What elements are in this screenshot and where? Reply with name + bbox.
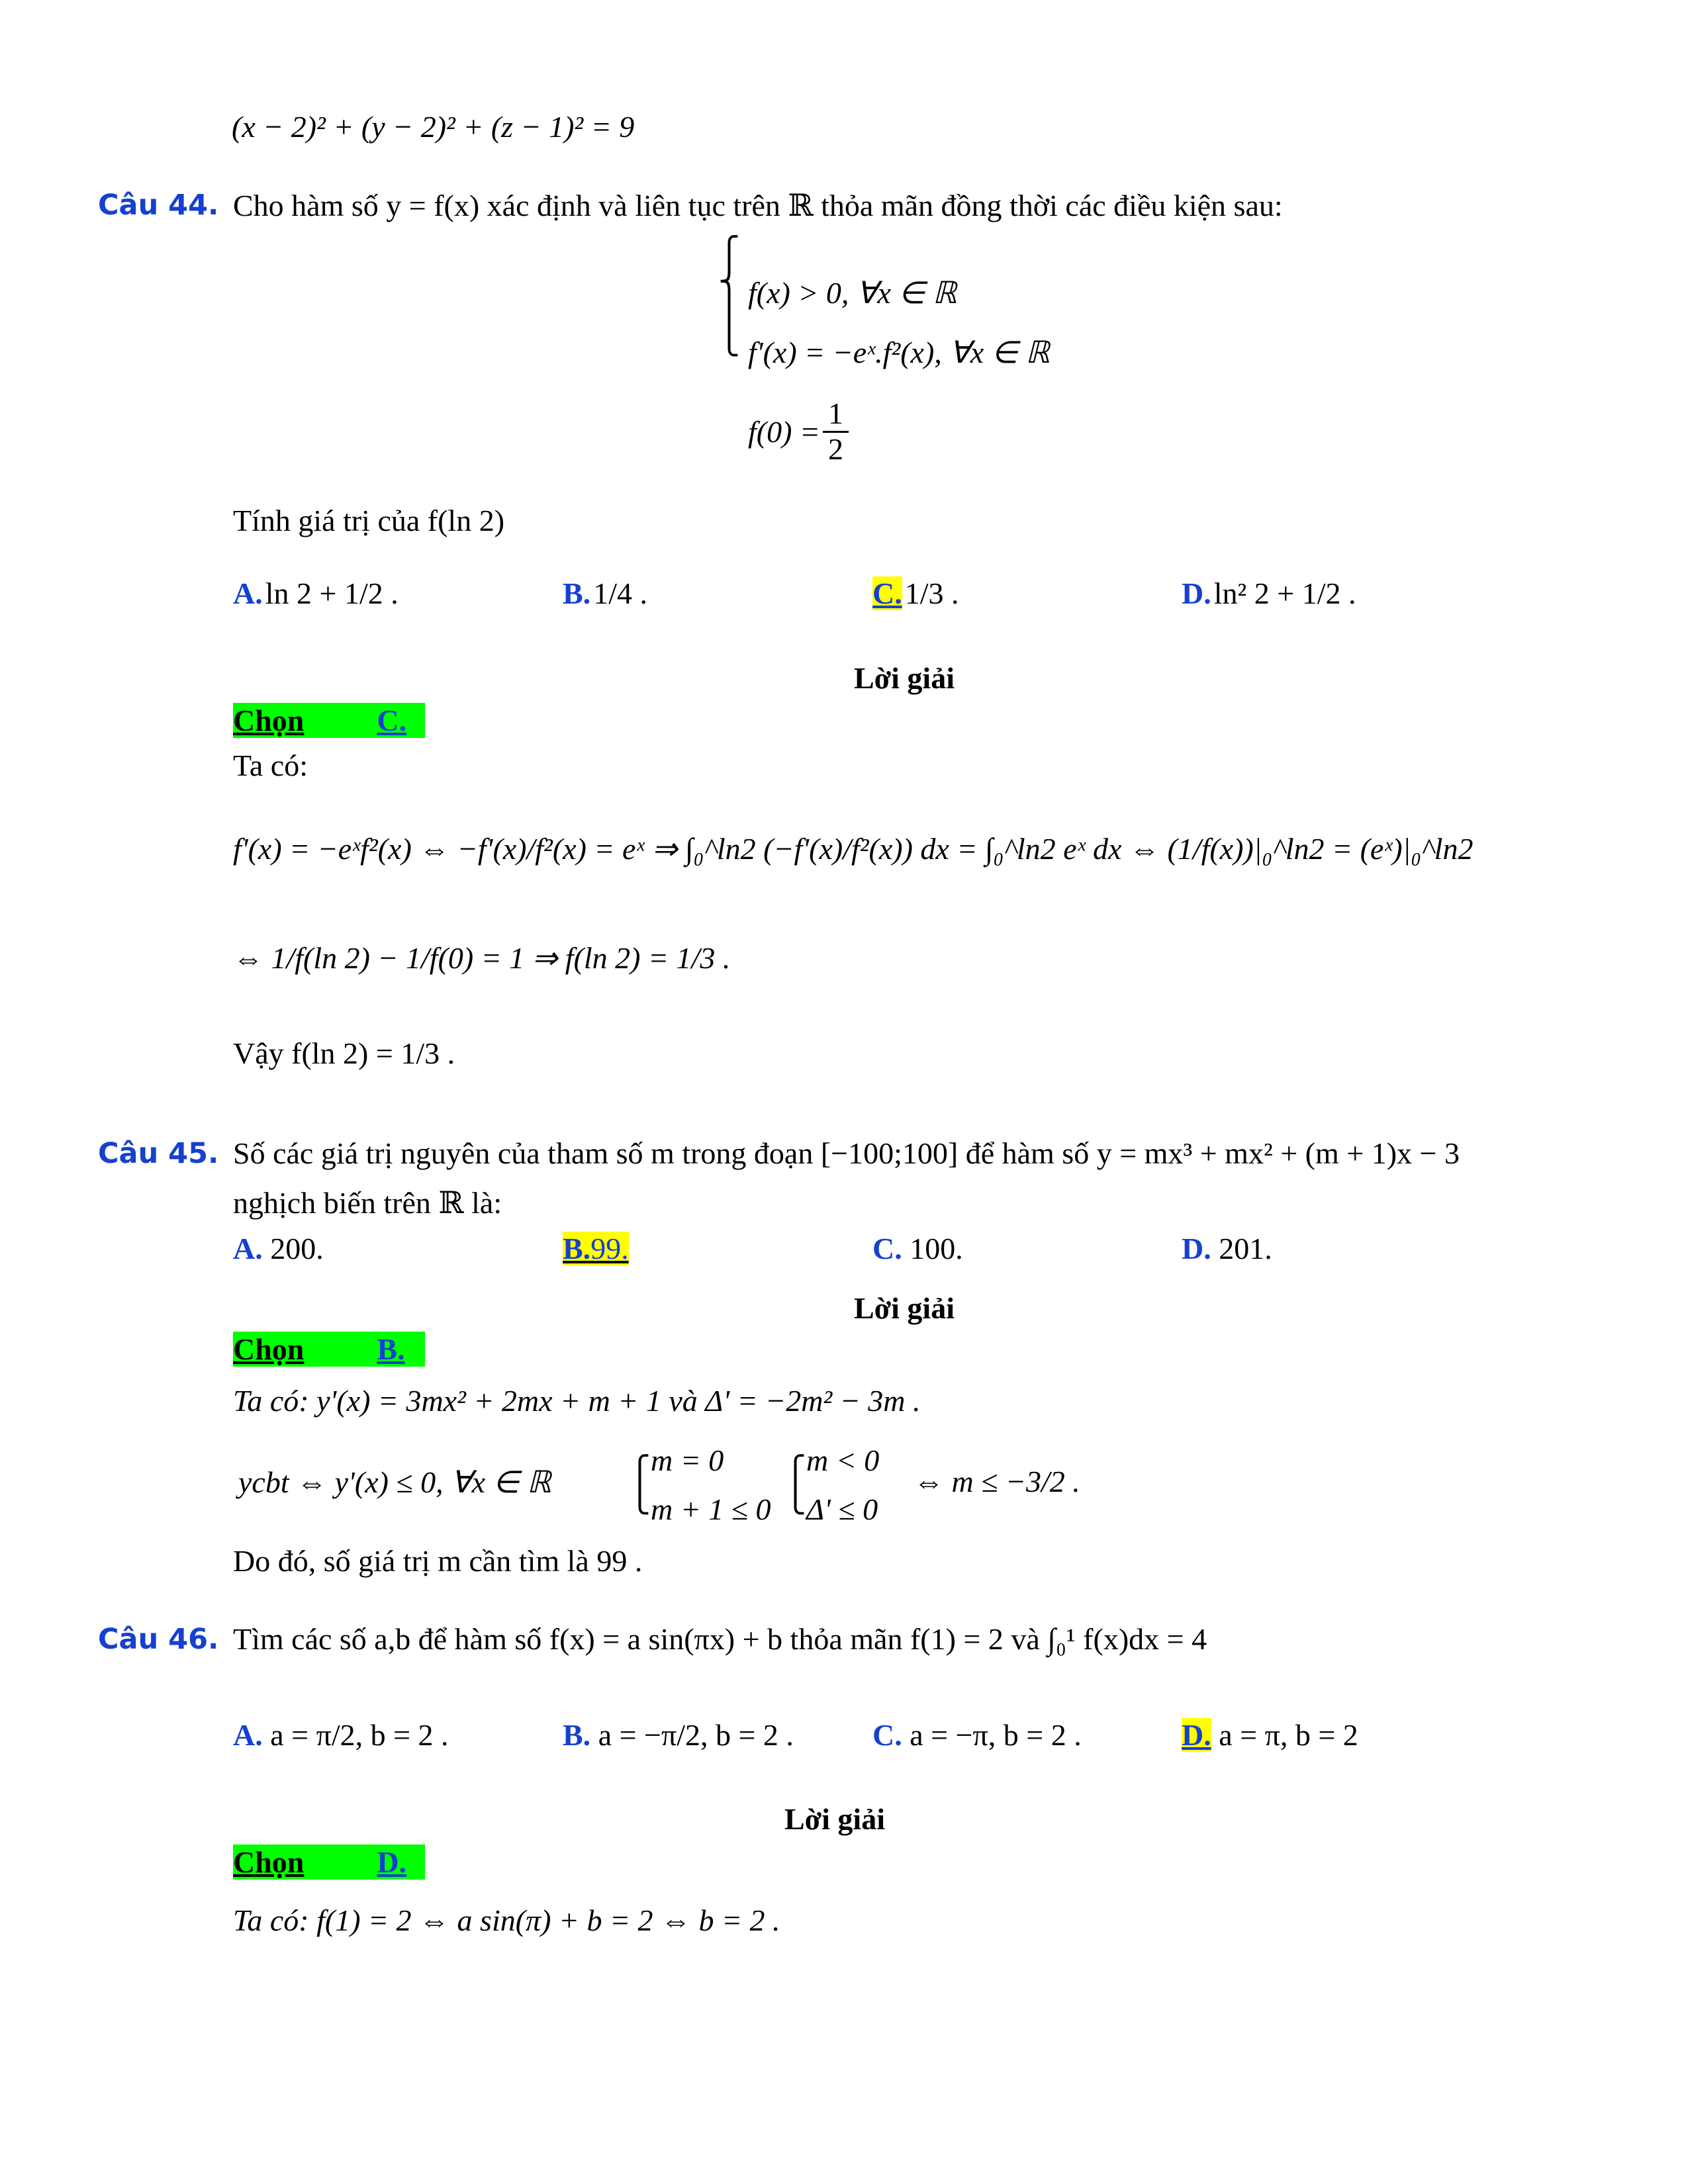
chon-answer: B.: [377, 1332, 405, 1366]
system-brace: ⎧ ⎨ ⎪ ⎩: [718, 236, 740, 357]
option-b-label: B.: [563, 576, 591, 610]
question-44-label: Câu 44.: [98, 189, 219, 222]
option-c-label: C.: [872, 1232, 902, 1265]
q45-step-2-rhs: ⇔ m ≤ −3/2 .: [914, 1465, 1080, 1498]
option-d-label: D.: [1182, 576, 1211, 610]
q44-conclusion: Vậy f(ln 2) = 1/3 .: [233, 1036, 455, 1070]
sys2-eq-a: m < 0: [806, 1443, 880, 1477]
q44-ta-co: Ta có:: [233, 749, 308, 782]
question-44-ask: Tính giá trị của f(ln 2): [233, 504, 505, 537]
q46-option-c[interactable]: [872, 1717, 1082, 1752]
option-b-value: a = −π/2, b = 2 .: [598, 1718, 794, 1752]
option-c-value: 1/3 .: [904, 576, 959, 610]
option-a-label: A.: [233, 1232, 263, 1265]
q45-option-b[interactable]: [563, 1231, 629, 1266]
option-b-label: B.: [563, 1718, 591, 1752]
q44-option-b[interactable]: [563, 576, 647, 611]
q45-solution-heading: Lời giải: [854, 1291, 955, 1325]
brace-icon: ⎧ ⎩: [784, 1455, 806, 1515]
option-a-value: a = π/2, b = 2 .: [270, 1718, 449, 1752]
condition-3-numerator: 1: [823, 397, 849, 433]
option-c-value: a = −π, b = 2 .: [910, 1718, 1082, 1752]
option-d-label: D.: [1182, 1718, 1211, 1752]
brace-icon: ⎧ ⎩: [629, 1455, 651, 1515]
sys1-eq-b: m + 1 ≤ 0: [651, 1492, 771, 1526]
top-equation: (x − 2)² + (y − 2)² + (z − 1)² = 9: [232, 110, 635, 144]
condition-3-denominator: 2: [827, 432, 843, 466]
q46-option-d[interactable]: [1182, 1717, 1358, 1752]
q45-step-1: Ta có: y'(x) = 3mx² + 2mx + m + 1 và Δ' = −2m² − 3m .: [233, 1384, 921, 1418]
q45-chon: [233, 1332, 425, 1367]
question-46-text: Tìm các số a,b để hàm số f(x) = a sin(πx) + b thỏa mãn f(1) = 2 và ∫₀¹ f(x)dx = 4: [233, 1622, 1207, 1656]
q45-option-a[interactable]: [233, 1231, 324, 1266]
q45-conclusion: Do đó, số giá trị m cần tìm là 99 .: [233, 1544, 643, 1578]
option-c-label: C.: [872, 1718, 902, 1752]
question-45-text-2: nghịch biến trên ℝ là:: [233, 1186, 502, 1220]
option-a-label: A.: [233, 1718, 263, 1752]
condition-1: f(x) > 0, ∀x ∈ ℝ: [748, 276, 957, 310]
q45-system-1: [629, 1436, 771, 1533]
option-a-label: A.: [233, 576, 263, 610]
q45-step-2-lhs: ycbt ⇔ y'(x) ≤ 0, ∀x ∈ ℝ: [238, 1465, 551, 1499]
q45-option-c[interactable]: [872, 1231, 963, 1266]
chon-answer: C.: [377, 704, 407, 737]
sys1-eq-a: m = 0: [651, 1443, 724, 1477]
q45-system-2: [784, 1436, 879, 1533]
question-44-text: Cho hàm số y = f(x) xác định và liên tục trên ℝ thỏa mãn đồng thời các điều kiện sau:: [233, 189, 1283, 222]
chon-answer: D.: [377, 1845, 407, 1879]
option-b-value: 99.: [590, 1232, 629, 1265]
condition-2: f'(x) = −eˣ.f²(x), ∀x ∈ ℝ: [748, 336, 1050, 369]
q44-option-d[interactable]: [1182, 576, 1356, 611]
option-c-value: 100.: [910, 1232, 963, 1265]
option-d-value: ln² 2 + 1/2 .: [1213, 576, 1356, 610]
question-45-label: Câu 45.: [98, 1137, 219, 1170]
q46-option-b[interactable]: [563, 1717, 794, 1752]
sys2-eq-b: Δ' ≤ 0: [806, 1492, 878, 1526]
option-d-value: 201.: [1219, 1232, 1272, 1265]
question-45-text: Số các giá trị nguyên của tham số m trong đoạn [−100;100] để hàm số y = mx³ + mx² + (m + 1)x − 3: [233, 1136, 1460, 1170]
option-d-label: D.: [1182, 1232, 1211, 1265]
q44-solution-heading: Lời giải: [854, 661, 955, 695]
option-a-value: ln 2 + 1/2 .: [265, 576, 399, 610]
q44-step-2: ⇔ 1/f(ln 2) − 1/f(0) = 1 ⇒ f(ln 2) = 1/3 .: [233, 941, 731, 975]
q46-chon: [233, 1844, 425, 1880]
chon-label: Chọn: [233, 704, 305, 737]
option-c-label: C.: [872, 576, 902, 610]
option-b-value: 1/4 .: [593, 576, 647, 610]
chon-label: Chọn: [233, 1332, 305, 1366]
q46-option-a[interactable]: [233, 1717, 449, 1752]
q44-option-a[interactable]: [233, 576, 399, 611]
q45-option-d[interactable]: [1182, 1231, 1272, 1266]
q44-chon: [233, 703, 425, 738]
q46-step-1: Ta có: f(1) = 2 ⇔ a sin(π) + b = 2 ⇔ b = 2 .: [233, 1903, 780, 1937]
chon-label: Chọn: [233, 1845, 305, 1879]
q46-solution-heading: Lời giải: [784, 1802, 885, 1836]
condition-3-lhs: f(0) =: [748, 414, 820, 449]
q44-option-c[interactable]: [872, 576, 959, 611]
option-a-value: 200.: [270, 1232, 324, 1265]
q44-step-1: f'(x) = −eˣf²(x) ⇔ −f'(x)/f²(x) = eˣ ⇒ ∫₀^ln2 (−f'(x)/f²(x)) dx = ∫₀^ln2 eˣ dx ⇔ (1/f(x))|₀^ln2 = (eˣ)|₀^ln2: [233, 832, 1474, 866]
condition-3: [748, 397, 851, 466]
option-b-label: B.: [563, 1232, 591, 1265]
question-46-label: Câu 46.: [98, 1623, 219, 1656]
option-d-value: a = π, b = 2: [1219, 1718, 1358, 1752]
